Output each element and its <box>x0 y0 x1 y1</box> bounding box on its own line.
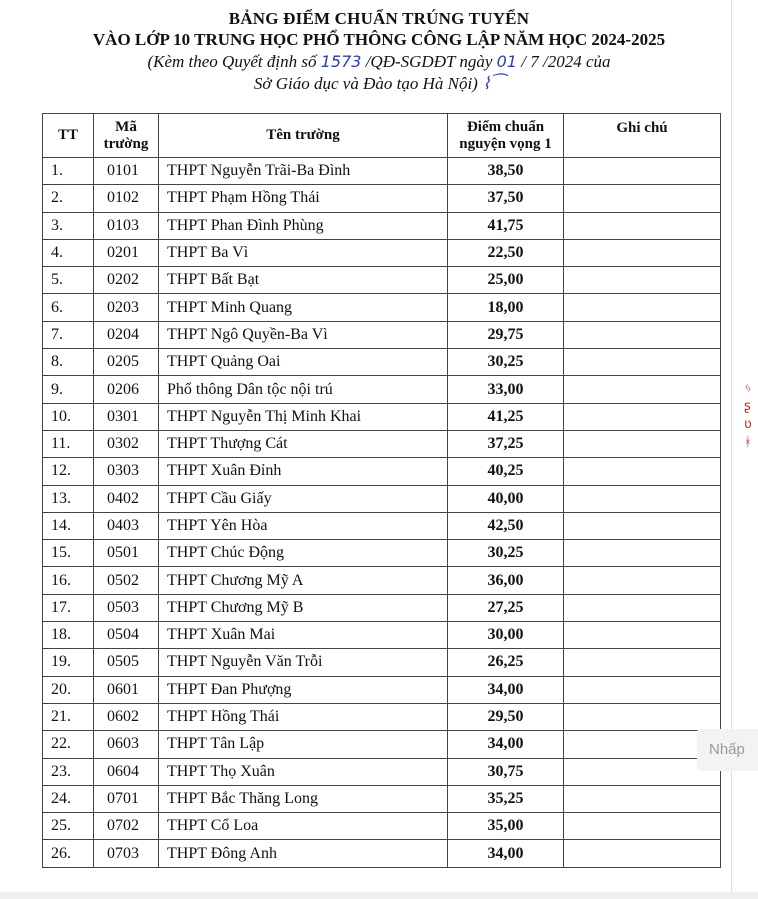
row-tt: 18. <box>43 622 94 649</box>
row-code: 0302 <box>94 430 159 457</box>
row-name: THPT Ngô Quyền-Ba Vì <box>159 321 448 348</box>
row-name: THPT Nguyễn Thị Minh Khai <box>159 403 448 430</box>
table-row <box>43 676 721 703</box>
row-score: 37,25 <box>448 430 564 457</box>
row-code: 0204 <box>94 321 159 348</box>
score-table <box>42 113 721 868</box>
table-row <box>43 239 721 266</box>
row-score: 18,00 <box>448 294 564 321</box>
issuer-line <box>0 74 758 94</box>
row-note <box>564 212 721 239</box>
row-name: THPT Chương Mỹ B <box>159 594 448 621</box>
table-row <box>43 758 721 785</box>
row-code: 0403 <box>94 512 159 539</box>
table-row <box>43 649 721 676</box>
row-name: THPT Cổ Loa <box>159 813 448 840</box>
row-score: 30,25 <box>448 349 564 376</box>
table-row <box>43 485 721 512</box>
row-code: 0701 <box>94 785 159 812</box>
row-code: 0201 <box>94 239 159 266</box>
table-header-row <box>43 114 721 158</box>
row-score: 30,75 <box>448 758 564 785</box>
row-score: 36,00 <box>448 567 564 594</box>
decision-day: 01 <box>496 52 518 71</box>
row-score: 42,50 <box>448 512 564 539</box>
row-code: 0602 <box>94 703 159 730</box>
row-tt: 5. <box>43 267 94 294</box>
row-code: 0603 <box>94 731 159 758</box>
decision-mid: /QĐ-SGDĐT ngày <box>361 52 497 71</box>
row-note <box>564 430 721 457</box>
table-row <box>43 703 721 730</box>
row-note <box>564 185 721 212</box>
row-code: 0502 <box>94 567 159 594</box>
row-score: 35,00 <box>448 813 564 840</box>
row-code: 0504 <box>94 622 159 649</box>
row-name: THPT Đan Phượng <box>159 676 448 703</box>
table-row <box>43 813 721 840</box>
row-tt: 7. <box>43 321 94 348</box>
row-tt: 25. <box>43 813 94 840</box>
row-tt: 19. <box>43 649 94 676</box>
row-name: THPT Chương Mỹ A <box>159 567 448 594</box>
doc-subtitle: VÀO LỚP 10 TRUNG HỌC PHỔ THÔNG CÔNG LẬP NĂM HỌC 2024-2025 <box>92 30 666 49</box>
table-row <box>43 622 721 649</box>
row-name: THPT Xuân Đỉnh <box>159 458 448 485</box>
col-note: Ghi chú <box>564 114 721 158</box>
row-name: THPT Yên Hòa <box>159 512 448 539</box>
table-row <box>43 430 721 457</box>
row-tt: 14. <box>43 512 94 539</box>
row-note <box>564 649 721 676</box>
decision-suffix: / 7 /2024 của <box>517 52 611 71</box>
row-code: 0102 <box>94 185 159 212</box>
table-row <box>43 594 721 621</box>
col-score <box>448 114 564 158</box>
row-code: 0101 <box>94 158 159 185</box>
row-code: 0301 <box>94 403 159 430</box>
row-score: 27,25 <box>448 594 564 621</box>
table-row <box>43 512 721 539</box>
decision-number: 1573 <box>320 52 362 71</box>
row-note <box>564 512 721 539</box>
row-note <box>564 785 721 812</box>
row-tt: 24. <box>43 785 94 812</box>
row-score: 41,25 <box>448 403 564 430</box>
row-tt: 21. <box>43 703 94 730</box>
row-score: 25,00 <box>448 267 564 294</box>
row-score: 41,75 <box>448 212 564 239</box>
row-score: 40,25 <box>448 458 564 485</box>
row-note <box>564 267 721 294</box>
row-note <box>564 567 721 594</box>
row-note <box>564 239 721 266</box>
row-code: 0503 <box>94 594 159 621</box>
row-name: THPT Đông Anh <box>159 840 448 867</box>
row-score: 30,00 <box>448 622 564 649</box>
row-tt: 26. <box>43 840 94 867</box>
row-note <box>564 676 721 703</box>
row-code: 0206 <box>94 376 159 403</box>
row-score: 30,25 <box>448 540 564 567</box>
col-code-line2: trường <box>103 135 149 152</box>
row-note <box>564 294 721 321</box>
row-name: THPT Hồng Thái <box>159 703 448 730</box>
table-row <box>43 267 721 294</box>
col-score-line1: Điểm chuẩn <box>466 118 545 135</box>
row-name: THPT Xuân Mai <box>159 622 448 649</box>
row-name: THPT Bắc Thăng Long <box>159 785 448 812</box>
row-note <box>564 403 721 430</box>
row-code: 0703 <box>94 840 159 867</box>
row-code: 0303 <box>94 458 159 485</box>
row-tt: 8. <box>43 349 94 376</box>
draft-button[interactable]: Nhấp <box>697 729 758 771</box>
row-score: 34,00 <box>448 676 564 703</box>
row-score: 33,00 <box>448 376 564 403</box>
row-name: THPT Phạm Hồng Thái <box>159 185 448 212</box>
row-score: 37,50 <box>448 185 564 212</box>
row-note <box>564 321 721 348</box>
row-code: 0205 <box>94 349 159 376</box>
row-score: 34,00 <box>448 731 564 758</box>
row-name: THPT Nguyễn Trãi-Ba Đình <box>159 158 448 185</box>
row-tt: 16. <box>43 567 94 594</box>
table-row <box>43 185 721 212</box>
row-name: THPT Nguyễn Văn Trỗi <box>159 649 448 676</box>
row-tt: 6. <box>43 294 94 321</box>
row-note <box>564 594 721 621</box>
row-name: THPT Bất Bạt <box>159 267 448 294</box>
issuer-text: Sở Giáo dục và Đào tạo Hà Nội) <box>253 74 478 93</box>
row-tt: 12. <box>43 458 94 485</box>
table-row <box>43 321 721 348</box>
table-row <box>43 785 721 812</box>
row-name: THPT Ba Vì <box>159 239 448 266</box>
row-name: THPT Minh Quang <box>159 294 448 321</box>
row-name: THPT Chúc Động <box>159 540 448 567</box>
row-tt: 1. <box>43 158 94 185</box>
row-score: 29,50 <box>448 703 564 730</box>
row-tt: 23. <box>43 758 94 785</box>
red-stamp-fragment: ᛃ ʂ ʋ ᚼ <box>744 381 752 450</box>
row-note <box>564 158 721 185</box>
row-code: 0601 <box>94 676 159 703</box>
initial-signature-icon: ⌇⁀ <box>477 74 505 93</box>
row-code: 0702 <box>94 813 159 840</box>
row-score: 35,25 <box>448 785 564 812</box>
bottom-edge <box>0 892 758 899</box>
row-note <box>564 540 721 567</box>
row-name: Phổ thông Dân tộc nội trú <box>159 376 448 403</box>
row-tt: 22. <box>43 731 94 758</box>
row-tt: 4. <box>43 239 94 266</box>
row-note <box>564 622 721 649</box>
row-tt: 3. <box>43 212 94 239</box>
row-code: 0604 <box>94 758 159 785</box>
decision-prefix: (Kèm theo Quyết định số <box>147 52 321 71</box>
row-note <box>564 703 721 730</box>
doc-title: BẢNG ĐIỂM CHUẨN TRÚNG TUYỂN <box>228 9 530 28</box>
table-row <box>43 567 721 594</box>
col-code <box>94 114 159 158</box>
row-note <box>564 376 721 403</box>
row-score: 29,75 <box>448 321 564 348</box>
col-tt: TT <box>43 114 94 158</box>
row-score: 34,00 <box>448 840 564 867</box>
row-note <box>564 840 721 867</box>
row-tt: 11. <box>43 430 94 457</box>
row-name: THPT Thọ Xuân <box>159 758 448 785</box>
row-note <box>564 485 721 512</box>
row-tt: 13. <box>43 485 94 512</box>
row-tt: 20. <box>43 676 94 703</box>
row-code: 0501 <box>94 540 159 567</box>
table-row <box>43 158 721 185</box>
row-tt: 15. <box>43 540 94 567</box>
row-note <box>564 813 721 840</box>
row-code: 0203 <box>94 294 159 321</box>
table-row <box>43 540 721 567</box>
row-code: 0402 <box>94 485 159 512</box>
row-score: 40,00 <box>448 485 564 512</box>
row-name: THPT Cầu Giấy <box>159 485 448 512</box>
row-tt: 10. <box>43 403 94 430</box>
decision-reference <box>0 52 758 72</box>
table-row <box>43 403 721 430</box>
table-row <box>43 212 721 239</box>
row-name: THPT Phan Đình Phùng <box>159 212 448 239</box>
row-name: THPT Thượng Cát <box>159 430 448 457</box>
row-score: 26,25 <box>448 649 564 676</box>
table-row <box>43 376 721 403</box>
col-score-line2: nguyện vọng 1 <box>459 135 552 152</box>
table-row <box>43 294 721 321</box>
table-body <box>43 158 721 868</box>
col-code-line1: Mã <box>115 118 137 135</box>
table-row <box>43 731 721 758</box>
row-code: 0103 <box>94 212 159 239</box>
col-name: Tên trường <box>159 114 448 158</box>
row-tt: 17. <box>43 594 94 621</box>
row-tt: 2. <box>43 185 94 212</box>
row-name: THPT Tân Lập <box>159 731 448 758</box>
row-code: 0505 <box>94 649 159 676</box>
row-note <box>564 349 721 376</box>
row-tt: 9. <box>43 376 94 403</box>
row-score: 38,50 <box>448 158 564 185</box>
table-row <box>43 458 721 485</box>
table-row <box>43 349 721 376</box>
row-name: THPT Quảng Oai <box>159 349 448 376</box>
row-note <box>564 458 721 485</box>
row-code: 0202 <box>94 267 159 294</box>
table-row <box>43 840 721 867</box>
row-score: 22,50 <box>448 239 564 266</box>
